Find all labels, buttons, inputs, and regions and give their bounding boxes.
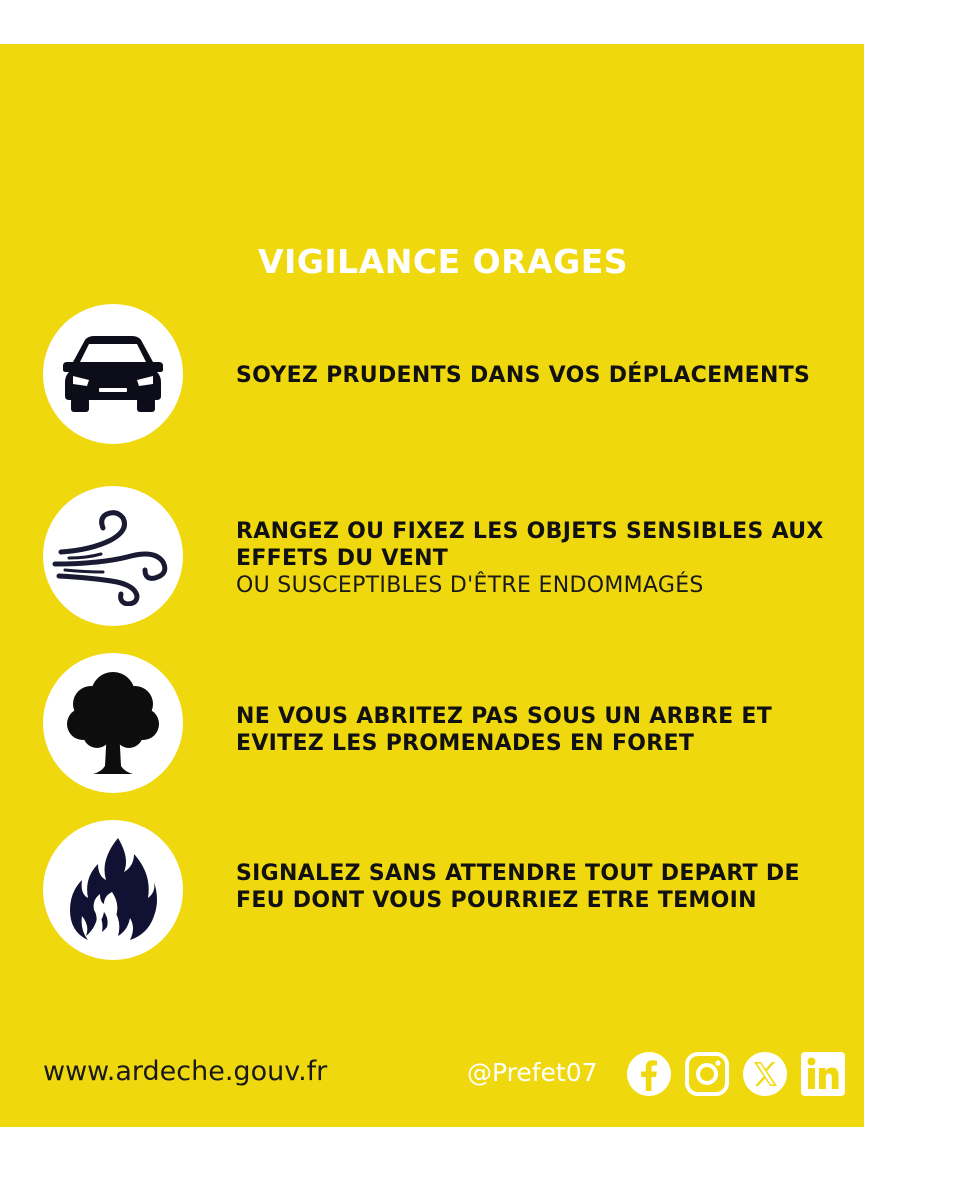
instruction-avoid-trees bbox=[236, 703, 836, 757]
linkedin-icon[interactable] bbox=[800, 1051, 846, 1097]
instruction-secure-objects bbox=[236, 518, 836, 599]
instruction-report-fire bbox=[236, 860, 836, 914]
instruction-drive-carefully bbox=[236, 362, 836, 389]
tree-icon bbox=[65, 668, 161, 778]
instruction-light-text: OU SUSCEPTIBLES D'ÊTRE ENDOMMAGÉS bbox=[236, 573, 704, 598]
car-icon bbox=[61, 334, 165, 414]
facebook-icon[interactable] bbox=[626, 1051, 672, 1097]
instagram-icon[interactable] bbox=[684, 1051, 730, 1097]
instruction-bold-text: SOYEZ PRUDENTS DANS VOS DÉPLACEMENTS bbox=[236, 363, 811, 388]
social-handle: @Prefet07 bbox=[467, 1058, 598, 1087]
poster-title: VIGILANCE ORAGES bbox=[258, 242, 629, 281]
fire-icon-circle bbox=[43, 820, 183, 960]
website-link[interactable]: www.ardeche.gouv.fr bbox=[43, 1056, 328, 1087]
car-icon-circle bbox=[43, 304, 183, 444]
wind-icon-circle bbox=[43, 486, 183, 626]
instruction-bold-text: NE VOUS ABRITEZ PAS SOUS UN ARBRE ET EVITEZ LES PROMENADES EN FORET bbox=[236, 704, 773, 756]
wind-icon bbox=[51, 506, 175, 606]
instruction-bold-text: SIGNALEZ SANS ATTENDRE TOUT DEPART DE FEU DONT VOUS POURRIEZ ETRE TEMOIN bbox=[236, 861, 800, 913]
fire-icon bbox=[68, 836, 158, 944]
x-icon[interactable] bbox=[742, 1051, 788, 1097]
instruction-bold-text: RANGEZ OU FIXEZ LES OBJETS SENSIBLES AUX EFFETS DU VENT bbox=[236, 519, 824, 571]
tree-icon-circle bbox=[43, 653, 183, 793]
